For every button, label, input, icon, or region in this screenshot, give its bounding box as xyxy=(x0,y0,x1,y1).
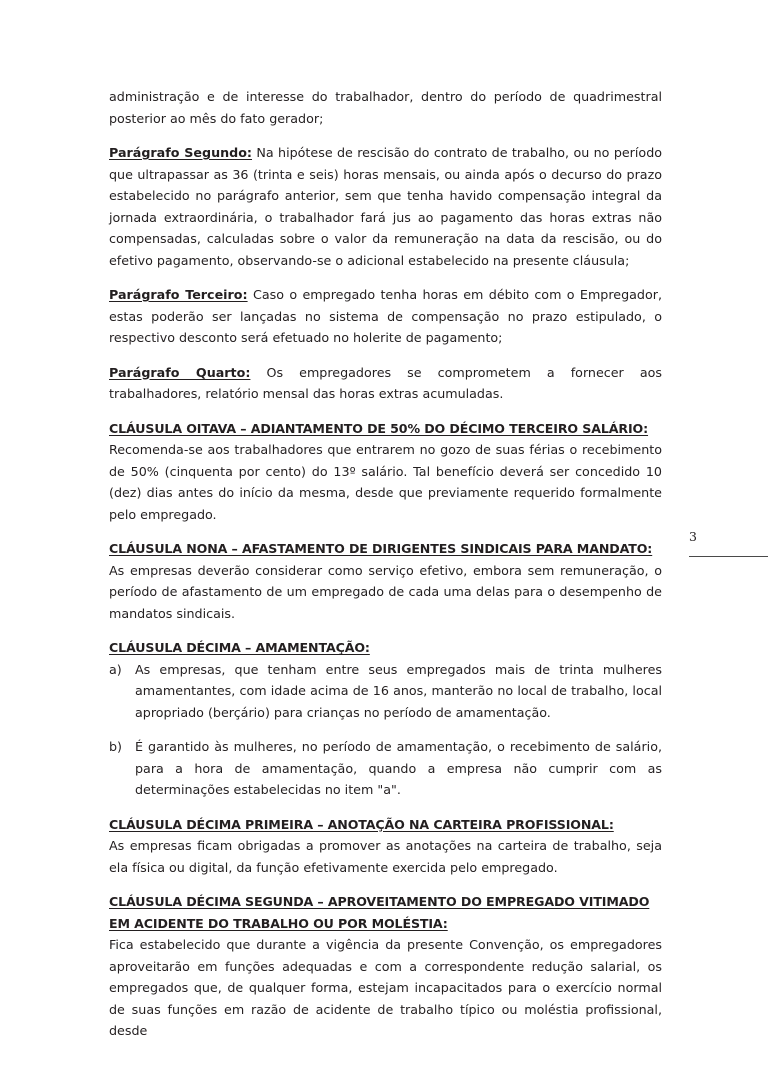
clause-heading: CLÁUSULA DÉCIMA SEGUNDA – APROVEITAMENTO DO EMPREGADO VITIMADO EM ACIDENTE DO TRABALHO OU POR MOLÉSTIA: xyxy=(109,894,650,931)
list-item-text: As empresas, que tenham entre seus empregados mais de trinta mulheres amamentantes, com idade acima de 16 anos, manterão no local de trabalho, local apropriado (berçário) para crianças no período de amamentação. xyxy=(135,661,662,720)
list-item-marker: b) xyxy=(109,739,123,754)
paragraph-text: Na hipótese de rescisão do contrato de trabalho, ou no período que ultrapassar as 36 (trinta e seis) horas mensais, ou ainda após o decurso do prazo estabelecido no parágrafo anterior, sem que tenha havido compensação integral da jornada extraordinária, o trabalhador fará jus ao pagamento das horas extras não compensadas, calculadas sobre o valor da remuneração na data da rescisão, ou do efetivo pagamento, observando-se o adicional estabelecido na presente cláusula; xyxy=(109,145,663,268)
lettered-list xyxy=(109,659,662,801)
page-number: 3 xyxy=(689,529,697,544)
list-item xyxy=(109,736,662,801)
clause-heading: CLÁUSULA DÉCIMA PRIMEIRA – ANOTAÇÃO NA CARTEIRA PROFISSIONAL: xyxy=(109,816,614,832)
paragraph-lead-label: Parágrafo Terceiro: xyxy=(109,287,248,302)
clause-decima xyxy=(109,637,662,801)
list-item-text: É garantido às mulheres, no período de amamentação, o recebimento de salário, para a hora de amamentação, quando a empresa não cumprir com as determinações estabelecidas no item "a". xyxy=(135,739,662,797)
paragraph-lead-label: Parágrafo Segundo: xyxy=(109,145,253,160)
page-number-rule xyxy=(689,556,768,557)
clause-text: As empresas deverão considerar como serviço efetivo, embora sem remuneração, o período de afastamento de um empregado de cada uma delas para o desempenho de mandatos sindicais. xyxy=(109,562,662,621)
list-item-marker: a) xyxy=(109,661,122,677)
clause-text: Fica estabelecido que durante a vigência da presente Convenção, os empregadores aproveitarão em funções adequadas e com a correspondente redução salarial, os empregados que, de qualquer forma, estejam incapacitados para o exercício normal de suas funções em razão de acidente de trabalho típico ou moléstia profissional, desde xyxy=(109,937,662,1038)
paragraph-paragrafo-quarto xyxy=(109,362,662,405)
paragraph-text: Caso o empregado tenha horas em débito com o Empregador, estas poderão ser lançadas no sistema de compensação no prazo estipulado, o respectivo desconto será efetuado no holerite de pagamento; xyxy=(109,287,663,345)
paragraph: administração e de interesse do trabalhador, dentro do período de quadrimestral posterior ao mês do fato gerador; xyxy=(109,89,662,126)
list-item xyxy=(109,659,662,724)
clause-heading: CLÁUSULA DÉCIMA – AMAMENTAÇÃO: xyxy=(109,640,370,655)
clause-decima-primeira xyxy=(109,814,662,879)
clause-text: As empresas ficam obrigadas a promover as anotações na carteira de trabalho, seja ela física ou digital, da função efetivamente exercida pelo empregado. xyxy=(109,838,662,875)
clause-decima-segunda xyxy=(109,891,662,1042)
clause-heading: CLÁUSULA NONA – AFASTAMENTO DE DIRIGENTES SINDICAIS PARA MANDATO: xyxy=(109,541,653,556)
paragraph-paragrafo-terceiro xyxy=(109,284,662,349)
paragraph-lead-label: Parágrafo Quarto: xyxy=(109,364,251,380)
clause-nona xyxy=(109,538,662,624)
paragraph-paragrafo-segundo xyxy=(109,142,662,271)
clause-text: Recomenda-se aos trabalhadores que entrarem no gozo de suas férias o recebimento de 50% (cinquenta por cento) do 13º salário. Tal benefício deverá ser concedido 10 (dez) dias antes do início da mesma, desde que previamente requerido formalmente pelo empregado. xyxy=(109,442,662,522)
document-body xyxy=(109,86,662,1055)
clause-oitava xyxy=(109,418,662,526)
paragraph-text: Os empregadores se comprometem a fornecer aos trabalhadores, relatório mensal das horas extras acumuladas. xyxy=(109,364,662,401)
clause-heading: CLÁUSULA OITAVA – ADIANTAMENTO DE 50% DO DÉCIMO TERCEIRO SALÁRIO: xyxy=(109,420,649,436)
